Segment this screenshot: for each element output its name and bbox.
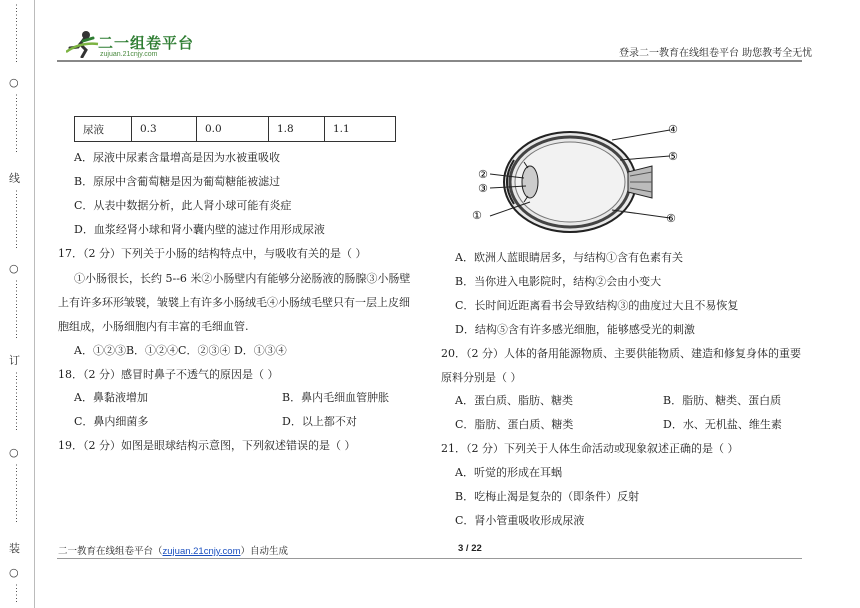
footer-source-suffix: ）自动生成 bbox=[240, 546, 289, 557]
q18-option-d: D．以上都不对 bbox=[282, 415, 357, 428]
q20-option-a: A．蛋白质、脂肪、糖类 bbox=[455, 394, 573, 407]
q19-option-d: D．结构⑤含有许多感光细胞，能够感受光的刺激 bbox=[455, 323, 695, 336]
binding-margin bbox=[0, 0, 35, 608]
q16-option-c: C．从表中数据分析，此人肾小球可能有炎症 bbox=[74, 199, 292, 212]
header-divider bbox=[57, 60, 802, 62]
binding-dots: ⋮ ⋮ ⋮ ⋮ ⋮ ⋮ bbox=[12, 464, 21, 524]
table-cell: 0.0 bbox=[197, 117, 269, 142]
q21-stem: 21．（2 分）下列关于人体生命活动或现象叙述正确的是（ ） bbox=[441, 442, 739, 455]
q19-option-b: B．当你进入电影院时，结构②会由小变大 bbox=[455, 275, 662, 288]
logo-url: zujuan.21cnjy.com bbox=[100, 51, 158, 58]
binding-circle: ○ bbox=[9, 566, 19, 579]
eye-label-1: ① bbox=[472, 209, 482, 222]
binding-dots: ⋮ ⋮ ⋮ ⋮ ⋮ ⋮ bbox=[12, 190, 21, 250]
table-row bbox=[75, 117, 396, 142]
eye-label-3: ③ bbox=[478, 182, 488, 195]
q17-line-3: 胞组成，小肠细胞内有丰富的毛细血管. bbox=[58, 320, 249, 333]
q21-option-a: A．听觉的形成在耳蜗 bbox=[455, 466, 562, 479]
q17-line-1: ①小肠很长，长约 5--6 米②小肠壁内有能够分泌肠液的肠腺③小肠壁 bbox=[74, 272, 411, 285]
q19-option-a: A．欧洲人蓝眼睛居多，与结构①含有色素有关 bbox=[455, 251, 683, 264]
q19-option-c: C．长时间近距离看书会导致结构③的曲度过大且不易恢复 bbox=[455, 299, 739, 312]
binding-circle: ○ bbox=[9, 76, 19, 89]
binding-char-ding: 订 bbox=[9, 354, 20, 367]
binding-dots: ⋮ ⋮ bbox=[12, 584, 21, 604]
eye-label-4: ④ bbox=[668, 123, 678, 136]
eye-label-2: ② bbox=[478, 168, 488, 181]
q18-option-c: C．鼻内细菌多 bbox=[74, 415, 149, 428]
q17-line-2: 上有许多环形皱襞，皱襞上有许多小肠绒毛④小肠绒毛壁只有一层上皮细 bbox=[58, 296, 410, 309]
q20-stem-line-1: 20．（2 分）人体的备用能源物质、主要供能物质、建造和修复身体的重要 bbox=[441, 347, 801, 360]
binding-char-zhuang: 装 bbox=[9, 542, 20, 555]
binding-dots: ⋮ ⋮ ⋮ ⋮ ⋮ ⋮ bbox=[12, 94, 21, 154]
binding-dots: ⋮ ⋮ ⋮ ⋮ ⋮ ⋮ bbox=[12, 372, 21, 432]
q16-option-b: B．原尿中含葡萄糖是因为葡萄糖能被滤过 bbox=[74, 175, 281, 188]
q18-option-a: A．鼻黏液增加 bbox=[74, 391, 148, 404]
q16-option-d: D．血浆经肾小球和肾小囊内壁的滤过作用形成尿液 bbox=[74, 223, 325, 236]
q18-stem: 18．（2 分）感冒时鼻子不透气的原因是（ ） bbox=[58, 368, 279, 381]
eyeball-diagram bbox=[452, 120, 692, 238]
binding-circle: ○ bbox=[9, 262, 19, 275]
q17-options: A．①②③B．①②④C．②③④ D．①③④ bbox=[74, 344, 287, 357]
q20-option-c: C．脂肪、蛋白质、糖类 bbox=[455, 418, 574, 431]
binding-dots: ⋮ ⋮ ⋮ ⋮ ⋮ ⋮ bbox=[12, 280, 21, 340]
table-cell: 1.1 bbox=[325, 117, 396, 142]
q16-option-a: A．尿液中尿素含量增高是因为水被重吸收 bbox=[74, 151, 280, 164]
page-number: 3 / 22 bbox=[458, 543, 482, 554]
eye-label-6: ⑥ bbox=[666, 212, 676, 225]
q17-stem: 17．（2 分）下列关于小肠的结构特点中，与吸收有关的是（ ） bbox=[58, 247, 367, 260]
q21-option-c: C．肾小管重吸收形成尿液 bbox=[455, 514, 585, 527]
footer-source-prefix: 二一教育在线组卷平台（ bbox=[58, 546, 163, 557]
header-slogan: 登录二一教育在线组卷平台 助您教考全无忧 bbox=[619, 48, 813, 59]
footer-divider bbox=[57, 558, 802, 559]
footer-link[interactable]: zujuan.21cnjy.com bbox=[162, 546, 241, 557]
logo-text: 二一组卷平台 bbox=[98, 34, 195, 52]
q20-option-d: D．水、无机盐、维生素 bbox=[663, 418, 782, 431]
runner-logo-icon bbox=[66, 30, 100, 58]
table-cell: 0.3 bbox=[132, 117, 197, 142]
urine-data-table bbox=[74, 116, 396, 142]
binding-char-xian: 线 bbox=[9, 172, 20, 185]
table-cell: 尿液 bbox=[75, 117, 132, 142]
q20-stem-line-2: 原料分别是（ ） bbox=[441, 371, 522, 384]
binding-circle: ○ bbox=[9, 446, 19, 459]
table-cell: 1.8 bbox=[269, 117, 325, 142]
q20-option-b: B．脂肪、糖类、蛋白质 bbox=[663, 394, 782, 407]
q21-option-b: B．吃梅止渴是复杂的（即条件）反射 bbox=[455, 490, 640, 503]
binding-dots: ⋮ ⋮ ⋮ ⋮ ⋮ ⋮ bbox=[12, 4, 21, 64]
q18-option-b: B．鼻内毛细血管肿胀 bbox=[282, 391, 390, 404]
footer-source bbox=[58, 543, 288, 557]
q19-stem: 19．（2 分）如图是眼球结构示意图，下列叙述错误的是（ ） bbox=[58, 439, 356, 452]
eye-label-5: ⑤ bbox=[668, 150, 678, 163]
